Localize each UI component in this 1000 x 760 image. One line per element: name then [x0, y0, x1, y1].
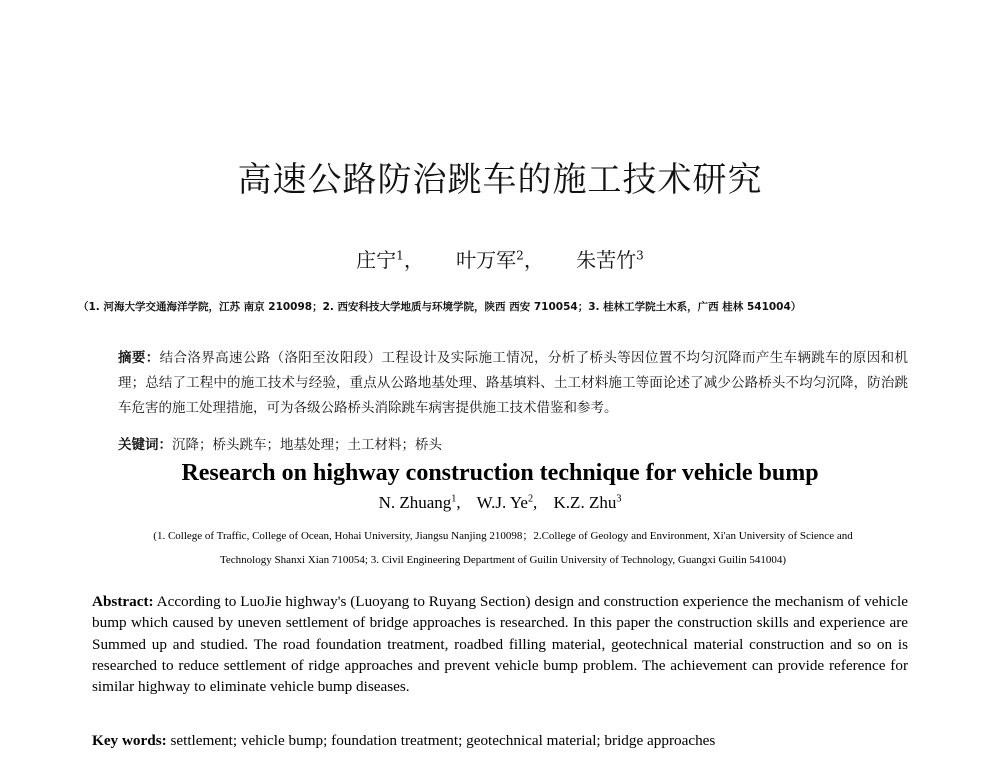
author-separator: ,: [456, 493, 461, 512]
author-name: 庄宁: [356, 248, 397, 272]
author-name: N. Zhuang: [378, 493, 452, 512]
english-abstract: [92, 591, 908, 697]
english-affiliation: [88, 524, 918, 572]
chinese-authors: [0, 244, 1000, 273]
english-title: Research on highway construction technique for vehicle bump: [181, 460, 819, 486]
author-affiliation-mark: 3: [616, 493, 622, 505]
author-separator: ，: [403, 248, 424, 272]
english-affiliation-line: Technology Shanxi Xian 710054; 3. Civil Engineering Department of Guilin University of Technology, Guangxi Guilin 541004): [219, 554, 787, 566]
chinese-abstract-text: 结合洛界高速公路（洛阳至汝阳段）工程设计及实际施工情况，分析了桥头等因位置不均匀沉降而产生车辆跳车的原因和机理；总结了工程中的施工技术与经验，重点从公路地基处理、路基填料、土工材料施工等面论述了减少公路桥头不均匀沉降，防治跳车危害的施工处理措施，可为各级公路桥头消除跳车病害提供施工技术借鉴和参考。: [118, 350, 909, 416]
chinese-affiliation: （1. 河海大学交通海洋学院，江苏 南京 210098；2. 西安科技大学地质与环境学院，陕西 西安 710054；3. 桂林工学院土木系，广西 桂林 541004）: [78, 301, 802, 313]
author-affiliation-mark: 2: [516, 248, 524, 263]
author-affiliation-mark: 3: [636, 248, 644, 263]
chinese-keywords: [118, 433, 908, 453]
author-name: 叶万军: [456, 248, 517, 272]
author-separator: ，: [523, 248, 544, 272]
chinese-abstract-label: 摘要：: [118, 350, 160, 366]
chinese-keywords-text: 沉降；桥头跳车；地基处理；土工材料；桥头: [172, 437, 442, 453]
english-keywords-label: Key words:: [92, 732, 167, 749]
author-affiliation-mark: 1: [451, 493, 457, 505]
english-abstract-text: According to LuoJie highway's (Luoyang to Ruyang Section) design and construction experience the mechanism of vehicle bump which caused by uneven settlement of bridge approaches is researched. In this paper the construction skills and experience are Summed up and studied. The road foundation treatment, roadbed filling material, geotechnical material construction and so on is researched to reduce settlement of ridge approaches and prevent vehicle bump problem. The achievement can provide reference for similar highway to eliminate vehicle bump diseases.: [92, 593, 909, 696]
chinese-abstract: [118, 346, 908, 421]
author-name: 朱苦竹: [576, 248, 637, 272]
author-name: W.J. Ye: [476, 493, 528, 512]
author-affiliation-mark: 1: [396, 248, 404, 263]
chinese-keywords-label: 关键词：: [118, 437, 172, 453]
chinese-title: 高速公路防治跳车的施工技术研究: [237, 160, 763, 200]
author-separator: ,: [533, 493, 538, 512]
english-keywords-text: settlement; vehicle bump; foundation treatment; geotechnical material; bridge approaches: [170, 732, 716, 749]
author-affiliation-mark: 2: [527, 493, 534, 505]
english-authors: [0, 493, 1000, 513]
english-keywords: [92, 732, 908, 750]
english-affiliation-line: (1. College of Traffic, College of Ocean, Hohai University, Jiangsu Nanjing 210098；2.College of Geology and Environment, Xi'an University of Science and: [153, 530, 853, 542]
author-name: K.Z. Zhu: [553, 493, 617, 512]
english-abstract-label: Abstract:: [92, 593, 154, 610]
